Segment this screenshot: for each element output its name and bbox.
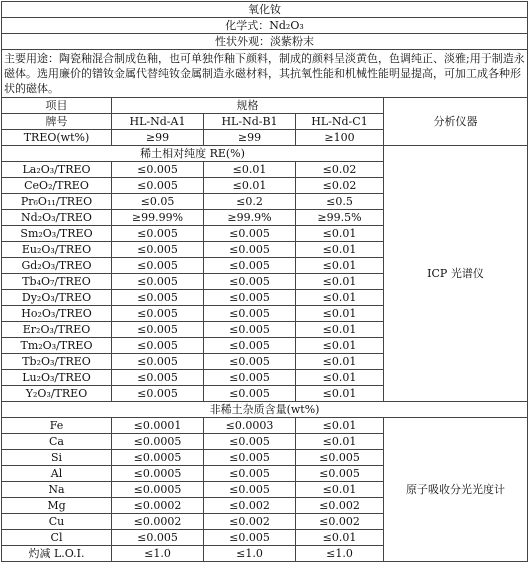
value-b1: ≤0.005 [204,354,296,370]
oxide-name: Er₂O₃/TREO [2,322,112,338]
value-c1: ≤0.02 [296,178,384,194]
non-rare-earth-section-row [2,402,528,418]
value-b1: ≤0.005 [204,322,296,338]
value-b1: ≤0.005 [204,226,296,242]
value-c1: ≤0.002 [296,514,384,530]
intro-row [2,50,528,98]
value-a1: ≤0.0002 [112,514,204,530]
grade-c1: HL-Nd-C1 [296,114,384,130]
treo-b1: ≥99 [204,130,296,146]
value-b1: ≤0.005 [204,466,296,482]
value-c1: ≤0.005 [296,466,384,482]
value-b1: ≤0.005 [204,338,296,354]
spec-sheet [1,1,527,562]
value-a1: ≤0.005 [112,306,204,322]
spec-table [1,1,528,562]
value-c1: ≤0.01 [296,322,384,338]
oxide-name: Pr₆O₁₁/TREO [2,194,112,210]
product-title: 氧化钕 [2,2,528,18]
value-b1: ≤0.005 [204,434,296,450]
grade-a1: HL-Nd-A1 [112,114,204,130]
value-a1: ≤0.005 [112,322,204,338]
value-b1: ≥99.9% [204,210,296,226]
value-a1: ≤0.005 [112,258,204,274]
impurity-name: Al [2,466,112,482]
formula-row [2,18,528,34]
value-b1: ≤0.2 [204,194,296,210]
value-b1: ≤0.005 [204,530,296,546]
oxide-name: Sm₂O₃/TREO [2,226,112,242]
chemical-formula: 化学式：Nd₂O₃ [2,18,528,34]
value-b1: ≤0.005 [204,274,296,290]
oxide-name: Lu₂O₃/TREO [2,370,112,386]
value-c1: ≤1.0 [296,546,384,562]
value-a1: ≤0.0002 [112,498,204,514]
value-b1: ≤0.01 [204,178,296,194]
value-c1: ≤0.01 [296,370,384,386]
value-b1: ≤0.005 [204,450,296,466]
value-b1: ≤0.002 [204,514,296,530]
value-b1: ≤0.005 [204,306,296,322]
value-c1: ≤0.5 [296,194,384,210]
title-row [2,2,528,18]
value-a1: ≤0.005 [112,178,204,194]
value-c1: ≤0.01 [296,386,384,402]
spec-label: 规格 [112,98,384,114]
value-c1: ≤0.005 [296,450,384,466]
value-b1: ≤1.0 [204,546,296,562]
oxide-name: Gd₂O₃/TREO [2,258,112,274]
value-b1: ≤0.005 [204,482,296,498]
value-c1: ≤0.01 [296,290,384,306]
value-b1: ≤0.002 [204,498,296,514]
appearance-row [2,34,528,50]
impurity-name: Cl [2,530,112,546]
value-a1: ≤1.0 [112,546,204,562]
value-b1: ≤0.0003 [204,418,296,434]
appearance: 性状外观：淡紫粉末 [2,34,528,50]
value-c1: ≤0.02 [296,162,384,178]
impurity-name: Na [2,482,112,498]
impurity-name: Si [2,450,112,466]
value-b1: ≤0.005 [204,258,296,274]
usage-description: 主要用途：陶瓷釉混合制成色釉，也可单独作釉下颜料，制成的颜料呈淡黄色，色调纯正、淡雅;用于制造永磁体。选用廉价的镨钕金属代替纯钕金属制造永磁材料，其抗氧性能和机械性能明显提高，可加工成各种形状的磁体。 [2,50,528,98]
non-rare-earth-section-title: 非稀土杂质含量(wt%) [2,402,528,418]
rare-earth-method: ICP 光谱仪 [384,146,528,402]
impurity-name: Mg [2,498,112,514]
value-a1: ≤0.005 [112,274,204,290]
impurity-name: Ca [2,434,112,450]
oxide-name: Eu₂O₃/TREO [2,242,112,258]
impurity-name: Cu [2,514,112,530]
value-c1: ≤0.01 [296,418,384,434]
value-a1: ≤0.005 [112,290,204,306]
value-c1: ≥99.5% [296,210,384,226]
value-c1: ≤0.01 [296,226,384,242]
value-b1: ≤0.01 [204,162,296,178]
value-c1: ≤0.01 [296,530,384,546]
value-a1: ≤0.005 [112,370,204,386]
value-a1: ≤0.0005 [112,482,204,498]
value-a1: ≤0.005 [112,530,204,546]
value-a1: ≤0.005 [112,162,204,178]
value-a1: ≤0.05 [112,194,204,210]
impurity-name: Fe [2,418,112,434]
value-a1: ≤0.005 [112,386,204,402]
non-rare-earth-method: 原子吸收分光光度计 [384,418,528,562]
grade-b1: HL-Nd-B1 [204,114,296,130]
value-c1: ≤0.01 [296,306,384,322]
value-a1: ≤0.0001 [112,418,204,434]
oxide-name: Tb₂O₃/TREO [2,354,112,370]
oxide-name: Y₂O₃/TREO [2,386,112,402]
item-label: 项目 [2,98,112,114]
oxide-name: Tb₄O₇/TREO [2,274,112,290]
value-b1: ≤0.005 [204,370,296,386]
value-a1: ≤0.005 [112,242,204,258]
value-c1: ≤0.01 [296,338,384,354]
analyzer-label: 分析仪器 [384,98,528,146]
value-c1: ≤0.01 [296,434,384,450]
value-a1: ≤0.005 [112,354,204,370]
oxide-name: CeO₂/TREO [2,178,112,194]
value-b1: ≤0.005 [204,242,296,258]
value-a1: ≤0.0005 [112,450,204,466]
table-row [2,418,528,434]
treo-a1: ≥99 [112,130,204,146]
value-c1: ≤0.01 [296,258,384,274]
oxide-name: Ho₂O₃/TREO [2,306,112,322]
treo-label: TREO(wt%) [2,130,112,146]
value-c1: ≤0.01 [296,482,384,498]
header-row-1 [2,98,528,114]
rare-earth-section-title: 稀土相对纯度 RE(%) [2,146,384,162]
value-a1: ≤0.0005 [112,434,204,450]
value-a1: ≤0.005 [112,226,204,242]
value-b1: ≤0.005 [204,290,296,306]
oxide-name: Dy₂O₃/TREO [2,290,112,306]
rare-earth-section-row [2,146,528,162]
treo-c1: ≥100 [296,130,384,146]
value-a1: ≤0.0005 [112,466,204,482]
impurity-name: 灼减 L.O.I. [2,546,112,562]
oxide-name: Nd₂O₃/TREO [2,210,112,226]
value-b1: ≤0.005 [204,386,296,402]
value-c1: ≤0.01 [296,242,384,258]
value-a1: ≥99.99% [112,210,204,226]
grade-label: 牌号 [2,114,112,130]
value-c1: ≤0.01 [296,354,384,370]
value-c1: ≤0.01 [296,274,384,290]
value-c1: ≤0.002 [296,498,384,514]
oxide-name: Tm₂O₃/TREO [2,338,112,354]
oxide-name: La₂O₃/TREO [2,162,112,178]
value-a1: ≤0.005 [112,338,204,354]
